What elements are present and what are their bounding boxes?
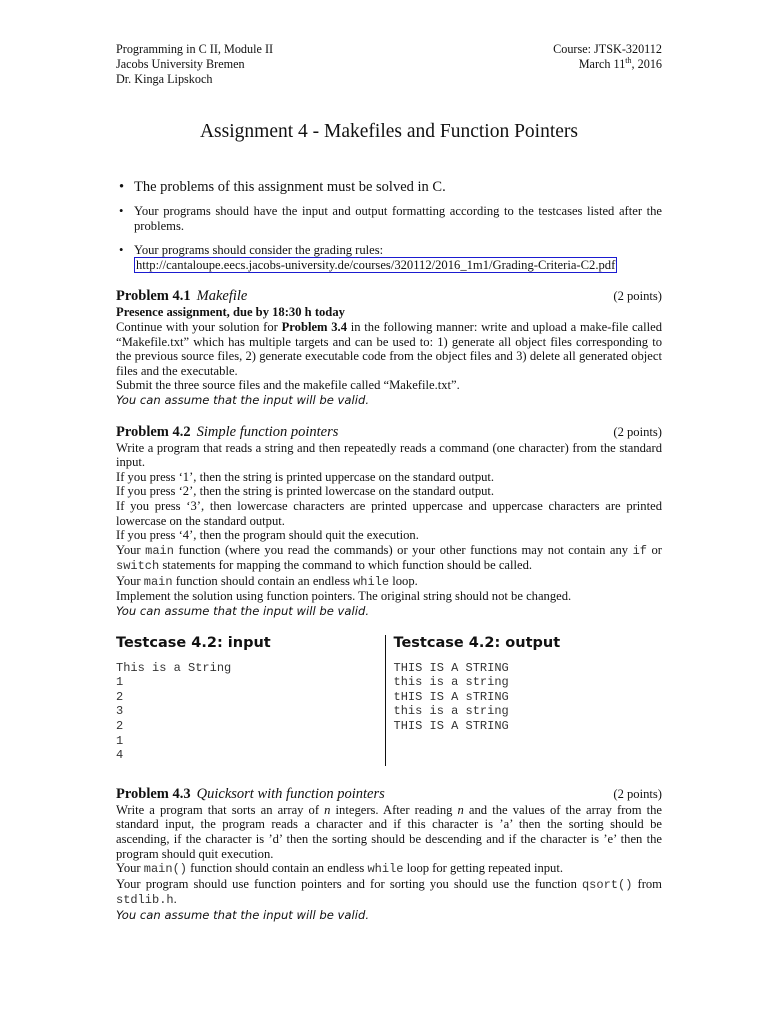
header-module: Programming in C II, Module II xyxy=(116,42,274,56)
problem-4-2-line: Implement the solution using function pointers. The original string should not be changed. xyxy=(116,589,572,604)
code-line: tHIS IS A sTRING xyxy=(393,689,509,704)
document-page xyxy=(116,42,662,923)
code-line: This is a String xyxy=(116,660,232,675)
code-line: 3 xyxy=(116,704,124,719)
testcase-input-code xyxy=(116,661,385,766)
code-line: 4 xyxy=(116,748,124,763)
problem-4-2-line: Your main function should contain an endless while loop. xyxy=(116,573,418,589)
header-left xyxy=(116,42,273,87)
problem-4-2-line: If you press ‘1’, then the string is printed uppercase on the standard output. xyxy=(116,469,495,484)
problem-4-3-heading: Problem 4.3 Quicksort with function pointers (2 points) xyxy=(116,785,662,802)
valid-input-note: You can assume that the input will be valid. xyxy=(116,604,370,619)
problem-4-2-line: If you press ‘2’, then the string is printed lowercase on the standard output. xyxy=(116,484,495,499)
code-line: THIS IS A STRING xyxy=(393,660,509,675)
grading-rules-text: • Your programs should consider the grading rules: xyxy=(134,243,384,258)
list-item: • Your programs should have the input and output formatting according to the testcases listed after the problems. xyxy=(134,204,662,233)
list-item xyxy=(134,243,662,272)
problem-4-2-line: If you press ‘3’, then lowercase characters are printed uppercase and uppercase characters are printed lowercase on the standard output. xyxy=(116,498,662,528)
problem-4-2-line: If you press ‘4’, then the program should quit the execution. xyxy=(116,528,419,543)
testcase-output-code xyxy=(394,661,663,737)
code-line: 1 xyxy=(116,733,124,748)
header-university: Jacobs University Bremen xyxy=(116,57,245,71)
testcase-4-2 xyxy=(116,635,662,766)
testcase-output xyxy=(385,635,663,766)
problem-4-3-line: Write a program that sorts an array of n integers. After reading n and the values of the array from the standard input, the program reads a character and if this character is ’a’ then the sorting should be ascending, if the character is ’d’ then the sorting should be descending and if the character is ’e’ then the program should quit execution. xyxy=(116,802,662,861)
header-right xyxy=(553,42,662,87)
testcase-input-title: Testcase 4.2: input xyxy=(116,634,271,651)
problem-4-2-line: Write a program that reads a string and then repeatedly reads a command (one character) from the standard input. xyxy=(116,440,662,470)
code-line: 2 xyxy=(116,689,124,704)
problem-4-2-heading: Problem 4.2 Simple function pointers (2 points) xyxy=(116,423,662,440)
header-instructor: Dr. Kinga Lipskoch xyxy=(116,72,213,86)
header-date: March 11th, 2016 xyxy=(578,55,662,71)
code-line: 1 xyxy=(116,675,124,690)
code-line: this is a string xyxy=(393,675,509,690)
grading-criteria-link[interactable]: http://cantaloupe.eecs.jacobs-university.de/courses/320112/2016_1m1/Grading-Criteria-C2.pdf xyxy=(136,257,616,272)
problem-4-2-line: Your main function (where you read the commands) or your other functions may not contain any if or switch statements for mapping the command to which function should be called. xyxy=(116,542,662,574)
problem-points: (2 points) xyxy=(613,786,662,801)
problem-4-1-heading: Problem 4.1 Makefile (2 points) xyxy=(116,288,662,305)
valid-input-note: You can assume that the input will be valid. xyxy=(116,392,370,407)
presence-note: Presence assignment, due by 18:30 h today xyxy=(116,305,345,320)
problem-4-3-line: Your main() function should contain an endless while loop for getting repeated input. xyxy=(116,861,563,877)
valid-input-note: You can assume that the input will be valid. xyxy=(116,907,370,922)
page-title: Assignment 4 - Makefiles and Function Pointers xyxy=(199,121,579,142)
list-item: • The problems of this assignment must be solved in C. xyxy=(134,179,662,195)
problem-points: (2 points) xyxy=(613,424,662,439)
page-header xyxy=(116,42,662,87)
header-course: Course: JTSK-320112 xyxy=(553,42,662,56)
problem-4-3-line: Your program should use function pointers and for sorting you should use the function qsort() from stdlib.h. xyxy=(116,876,662,908)
testcase-output-title: Testcase 4.2: output xyxy=(393,634,561,651)
submit-note: Submit the three source files and the makefile called “Makefile.txt”. xyxy=(116,378,460,393)
code-line: 2 xyxy=(116,719,124,734)
problem-points: (2 points) xyxy=(613,289,662,304)
problem-4-1-description: Continue with your solution for Problem 3.4 in the following manner: write and upload a make-file called “Makefile.txt” which has multiple targets and can be used to: 1) generate all object files corresponding to the previous source files, 2) generate executable code from the object files and 3) delete all generated object files and the executable. xyxy=(116,319,663,378)
testcase-input xyxy=(116,635,385,766)
code-line: THIS IS A STRING xyxy=(393,719,509,734)
instructions-list xyxy=(116,179,662,272)
code-line: this is a string xyxy=(393,704,509,719)
